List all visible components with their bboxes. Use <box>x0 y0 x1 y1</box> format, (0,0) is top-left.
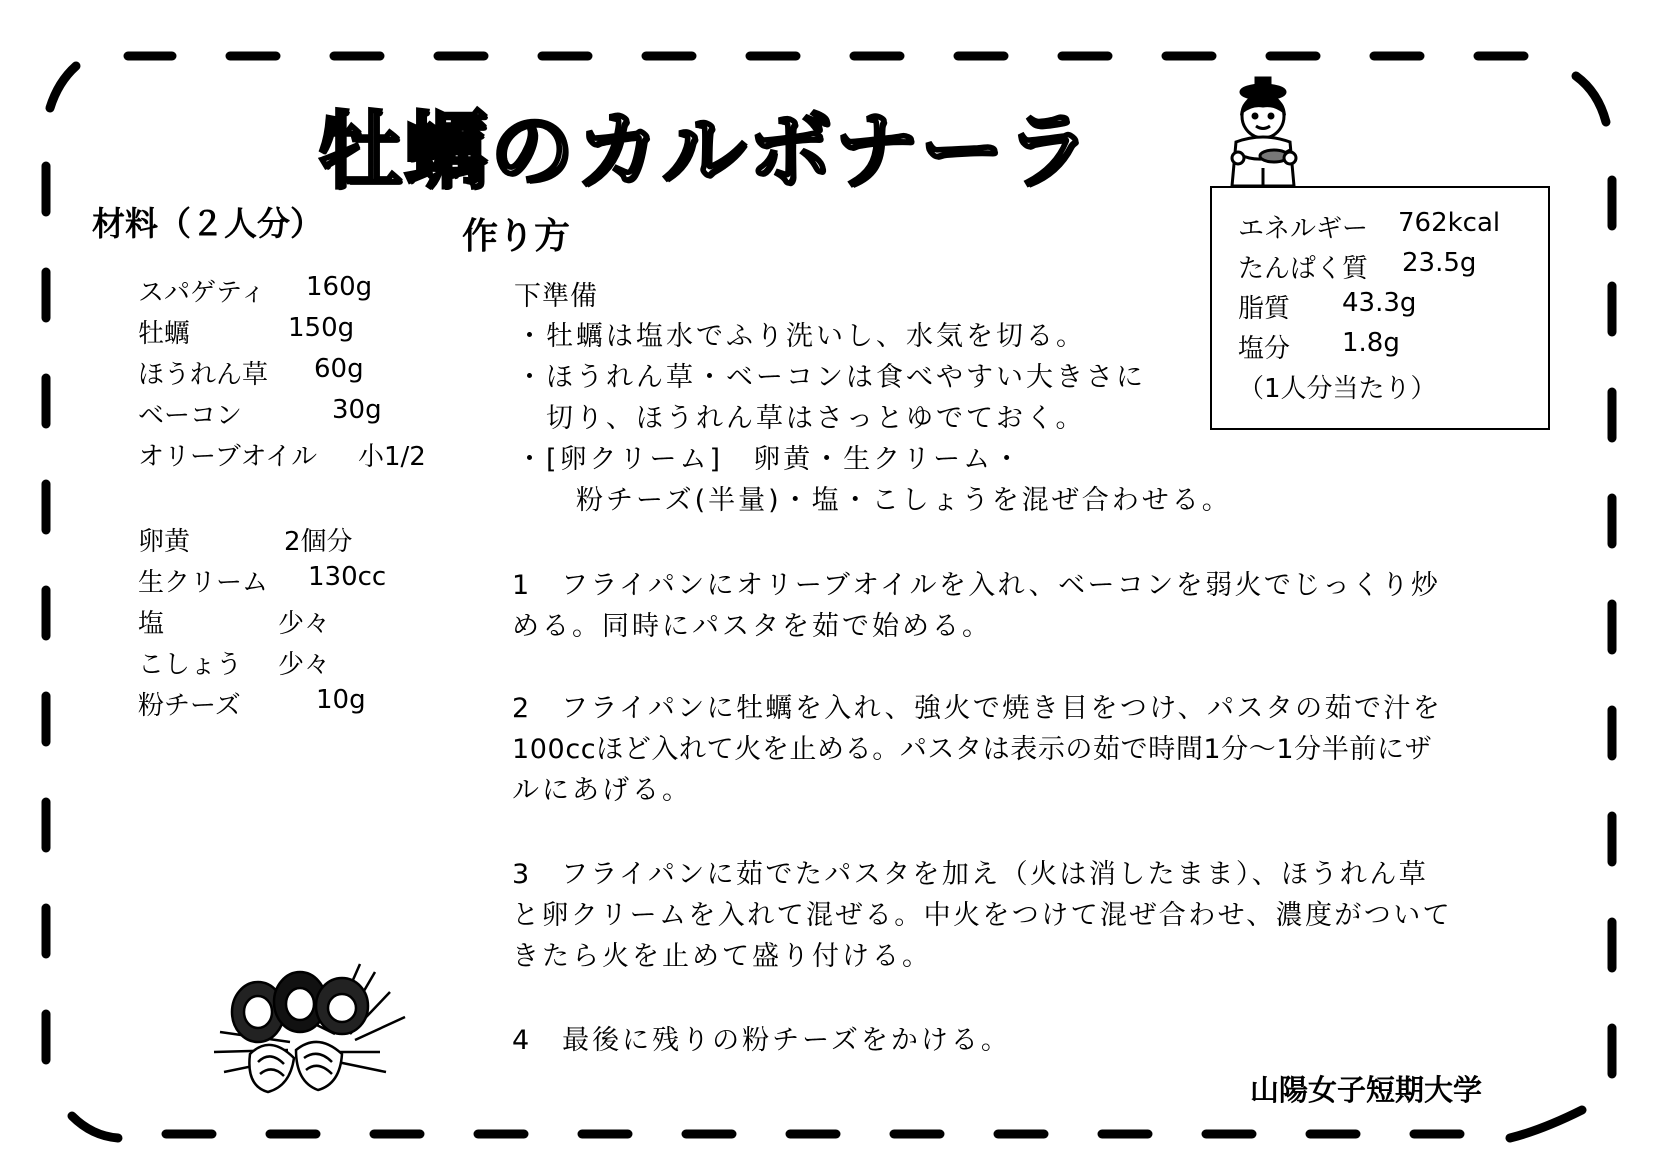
ingredient-qty: 少々 <box>278 609 331 639</box>
ingredient-qty: 少々 <box>278 650 331 680</box>
school-name: 山陽女子短期大学 <box>1250 1073 1483 1107</box>
nutrition-value: 762kcal <box>1398 208 1501 238</box>
ingredient-name: 粉チーズ <box>138 691 241 721</box>
ingredient-row <box>138 436 426 473</box>
ingredient-name: こしょう <box>138 650 243 680</box>
step-line: める。同時にパスタを茹で始める。 <box>512 611 992 642</box>
method-heading: 作り方 <box>462 216 571 257</box>
nutrition-note: （1人分当たり） <box>1238 374 1437 404</box>
step-line: 1 フライパンにオリーブオイルを入れ、ベーコンを弱火でじっくり炒 <box>512 570 1441 601</box>
prep-line: ・ほうれん草・ベーコンは食べやすい大きさに <box>516 362 1146 393</box>
nutrition-row <box>1238 328 1400 365</box>
ingredient-row <box>138 395 382 432</box>
ingredient-name: スパゲティ <box>138 278 266 308</box>
nutrition-row <box>1238 248 1477 285</box>
ingredient-qty: 150g <box>288 313 355 343</box>
prep-line: 粉チーズ(半量)・塩・こしょうを混ぜ合わせる。 <box>576 485 1232 516</box>
ingredient-row <box>138 272 373 309</box>
step-line: 100ccほど入れて火を止める。パスタは表示の茹で時間1分～1分半前にザ <box>512 734 1433 765</box>
nutrition-box <box>1210 186 1550 430</box>
ingredient-row <box>138 313 355 350</box>
ingredient-qty: 10g <box>316 685 366 715</box>
prep-heading: 下準備 <box>514 281 598 312</box>
chef-icon <box>1218 76 1308 188</box>
ingredient-qty: 30g <box>332 395 382 425</box>
nutrition-label: エネルギー <box>1238 214 1369 244</box>
ingredient-row <box>138 562 387 599</box>
prep-line: ・[卵クリーム] 卵黄・生クリーム・ <box>516 444 1024 475</box>
ingredient-qty: 160g <box>306 272 373 302</box>
ingredient-qty: 2個分 <box>284 527 353 557</box>
ingredient-name: 生クリーム <box>138 568 269 598</box>
nutrition-row <box>1238 288 1417 325</box>
step-line: 4 最後に残りの粉チーズをかける。 <box>512 1025 1011 1056</box>
prep-line: ・牡蠣は塩水でふり洗いし、水気を切る。 <box>516 321 1086 352</box>
recipe-title: 牡蠣のカルボナーラ <box>318 102 1093 200</box>
ingredient-name: 塩 <box>138 609 165 639</box>
step-line: 3 フライパンに茹でたパスタを加え（火は消したまま）、ほうれん草 <box>512 859 1429 890</box>
ingredient-row <box>138 354 364 391</box>
ingredient-row <box>138 685 366 722</box>
ingredient-row <box>138 603 331 640</box>
ingredient-name: オリーブオイル <box>138 442 318 472</box>
ingredient-name: 卵黄 <box>138 527 191 557</box>
oyster-icon <box>210 962 420 1097</box>
step-line: ルにあげる。 <box>512 775 692 806</box>
nutrition-value: 1.8g <box>1342 328 1400 358</box>
nutrition-label: たんぱく質 <box>1238 254 1369 284</box>
ingredient-name: ほうれん草 <box>138 360 269 390</box>
nutrition-value: 43.3g <box>1342 288 1417 318</box>
step-line: と卵クリームを入れて混ぜる。中火をつけて混ぜ合わせ、濃度がついて <box>512 900 1452 931</box>
ingredient-qty: 130cc <box>308 562 387 592</box>
ingredient-row <box>138 521 353 558</box>
nutrition-value: 23.5g <box>1402 248 1477 278</box>
ingredient-name: 牡蠣 <box>138 319 191 349</box>
step-line: きたら火を止めて盛り付ける。 <box>512 941 932 972</box>
ingredient-qty: 小1/2 <box>358 442 426 472</box>
ingredient-qty: 60g <box>314 354 364 384</box>
nutrition-row <box>1238 208 1501 245</box>
ingredient-row <box>138 644 331 681</box>
nutrition-label: 脂質 <box>1238 294 1291 324</box>
nutrition-label: 塩分 <box>1238 334 1291 364</box>
ingredients-heading: 材料（２人分） <box>92 204 323 243</box>
step-line: 2 フライパンに牡蠣を入れ、強火で焼き目をつけ、パスタの茹で汁を <box>512 693 1443 724</box>
prep-line: 切り、ほうれん草はさっとゆでておく。 <box>546 403 1086 434</box>
ingredient-name: ベーコン <box>138 401 243 431</box>
